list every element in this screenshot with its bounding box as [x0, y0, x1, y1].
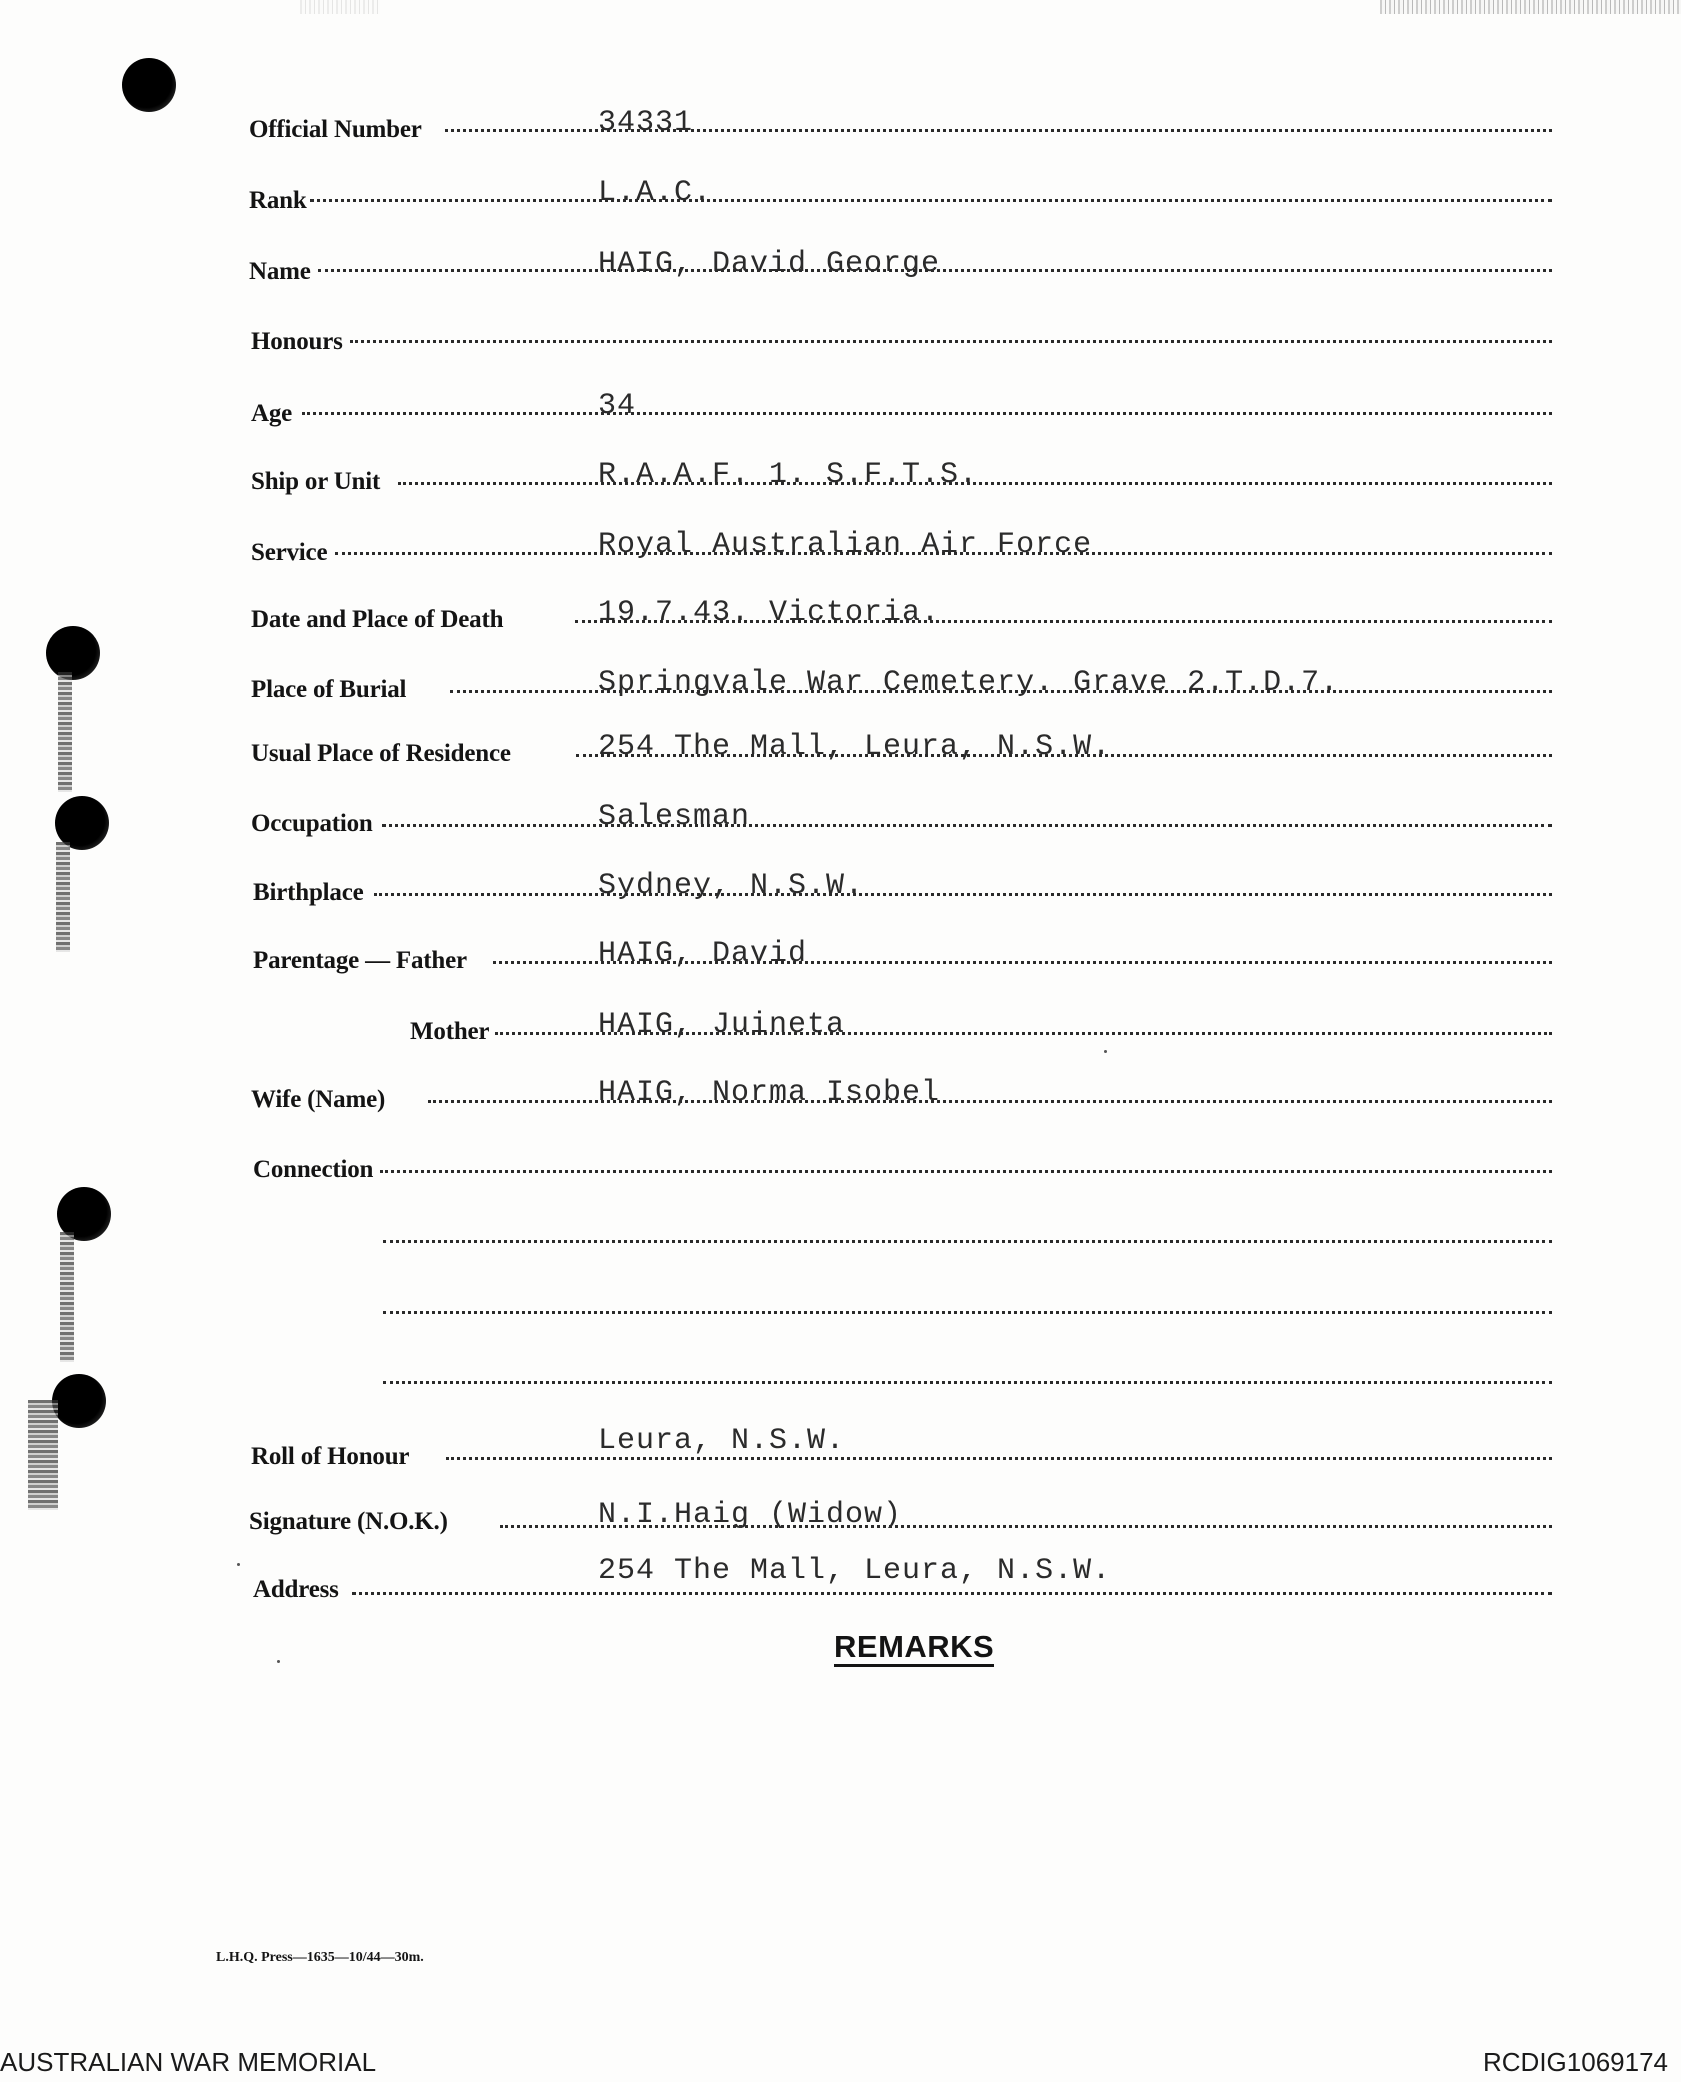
parentage-father-value: HAIG, David	[598, 937, 808, 971]
roll-of-honour-value: Leura, N.S.W.	[598, 1424, 846, 1458]
usual-residence-label: Usual Place of Residence	[251, 741, 514, 766]
speck	[1104, 1050, 1107, 1053]
rank-label: Rank	[249, 188, 310, 213]
name-label: Name	[249, 259, 314, 284]
dotted-line	[380, 1170, 1552, 1173]
dotted-line	[374, 893, 1552, 896]
punch-hole-5	[52, 1374, 106, 1428]
connection-label: Connection	[253, 1157, 376, 1182]
speck	[237, 1563, 240, 1566]
scan-noise-top-left	[300, 0, 380, 14]
place-of-burial-label: Place of Burial	[251, 677, 409, 702]
rank-value: L.A.C.	[598, 176, 713, 210]
mother-value: HAIG, Juineta	[598, 1008, 846, 1042]
mother-label: Mother	[410, 1019, 492, 1044]
name-value: HAIG, David George	[598, 247, 941, 281]
official-number-value: 34331	[598, 106, 694, 140]
connection-extra-line	[383, 1381, 1552, 1384]
dotted-line	[428, 1100, 1552, 1103]
scan-smear-4	[60, 1232, 74, 1362]
punch-hole-2	[46, 626, 100, 680]
roll-of-honour-label: Roll of Honour	[251, 1444, 412, 1469]
print-code: L.H.Q. Press—1635—10/44—30m.	[216, 1950, 424, 1965]
punch-hole-1	[122, 58, 176, 112]
archive-footer-right: RCDIG1069174	[1483, 2047, 1668, 2077]
archive-footer-left: AUSTRALIAN WAR MEMORIAL	[0, 2047, 377, 2077]
occupation-label: Occupation	[251, 811, 376, 836]
dotted-line	[352, 1592, 1552, 1595]
birthplace-label: Birthplace	[253, 880, 367, 905]
birthplace-value: Sydney, N.S.W.	[598, 869, 865, 903]
age-value: 34	[598, 389, 637, 423]
service-value: Royal Australian Air Force	[598, 528, 1093, 562]
signature-nok-value: N.I.Haig (Widow)	[598, 1498, 903, 1532]
ship-or-unit-label: Ship or Unit	[251, 469, 383, 494]
signature-nok-label: Signature (N.O.K.)	[249, 1509, 451, 1534]
wife-name-label: Wife (Name)	[251, 1087, 388, 1112]
connection-extra-line	[383, 1240, 1552, 1243]
remarks-heading: REMARKS	[834, 1631, 994, 1667]
speck	[277, 1660, 280, 1663]
occupation-value: Salesman	[598, 800, 751, 834]
scan-smear-3	[56, 842, 70, 952]
dotted-line	[310, 199, 1552, 202]
address-value: 254 The Mall, Leura, N.S.W.	[598, 1554, 1112, 1588]
official-number-label: Official Number	[249, 117, 425, 142]
wife-name-value: HAIG, Norma Isobel	[598, 1076, 941, 1110]
dotted-line	[350, 340, 1552, 343]
scan-smear-5	[28, 1400, 58, 1510]
service-label: Service	[251, 540, 330, 565]
date-place-death-label: Date and Place of Death	[251, 607, 506, 632]
address-label: Address	[253, 1577, 342, 1602]
connection-extra-line	[383, 1311, 1552, 1314]
date-place-death-value: 19.7.43. Victoria.	[598, 596, 941, 630]
scan-noise-top	[1380, 0, 1681, 14]
dotted-line	[382, 824, 1552, 827]
dotted-line	[302, 412, 1552, 415]
place-of-burial-value: Springvale War Cemetery. Grave 2.T.D.7.	[598, 666, 1340, 700]
age-label: Age	[251, 401, 295, 426]
usual-residence-value: 254 The Mall, Leura, N.S.W.	[598, 730, 1112, 764]
honours-label: Honours	[251, 329, 346, 354]
ship-or-unit-value: R.A.A.F. 1. S.F.T.S.	[598, 458, 979, 492]
parentage-father-label: Parentage — Father	[253, 948, 470, 973]
scan-smear-2	[58, 672, 72, 792]
